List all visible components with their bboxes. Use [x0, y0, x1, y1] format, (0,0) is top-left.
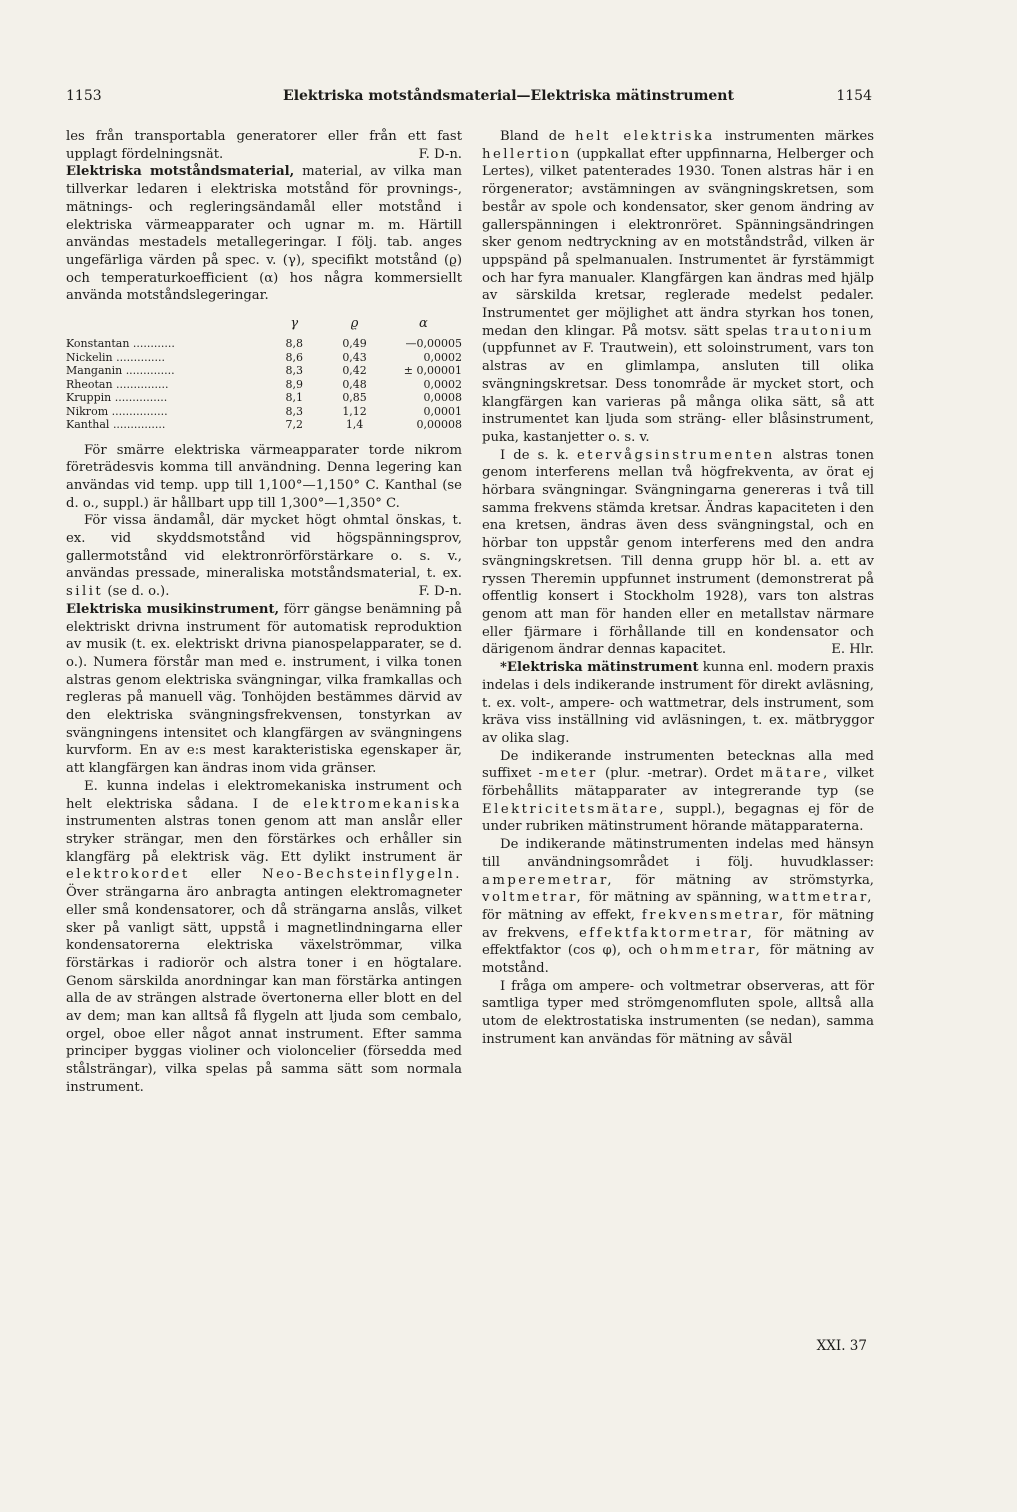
- paragraph: [482, 748, 874, 837]
- alloy-table: [66, 311, 462, 432]
- cell-alpha: 0,0008: [423, 391, 462, 405]
- page-header: [0, 88, 1017, 112]
- table-row: [66, 405, 462, 419]
- text: eller: [189, 867, 263, 883]
- text: alstras tonen genom interferens mellan två högfrekventa, av örat ej hörbara svängningar. Svängningarna genereras i två till samma frekvens stämda kretsar. Ändras kapaciteten i den ena kretsen, ändras även dess svängningstal, och en hörbar ton uppstår genom interferens med den andra svängningskretsen. Till denna grupp hör bl. a. ett av ryssen Theremin uppfunnet instrument (demonstrerat på offentlig konsert i Stockholm 1928), vars ton alstras genom att man för handen eller en metallstav närmare eller fjärmare i förhållande till en kondensator och därigenom ändrar dennas kapacitet.: [482, 447, 874, 658]
- cell-rho: 1,4: [345, 418, 364, 432]
- entry-body: förr gängse benämning på elektriskt drivna instrument för automatisk reproduktion av musik (t. ex. elektriskt drivna pianospelapparater, se d. o.). Numera förstår man med e. instrument, i vilka tonen alstras genom elektriska svängningar, vilka framkallas och regleras på manuell väg. Tonhöjden bestämmes därvid av den elektriska svängningsfrekvensen, tonstyrkan av svängningens intensitet och klangfärgen av svängningens kurvform. En av e:s mest karakteristiska egenskaper är, att klangfärgen kan ändras inom vida gränser.: [66, 601, 462, 777]
- page-number-left: 1153: [66, 88, 102, 104]
- table-row: [66, 378, 462, 392]
- page-number-right: 1154: [836, 88, 872, 104]
- cell-rho: 0,85: [342, 391, 367, 405]
- signature-mark: XXI. 37: [816, 1338, 867, 1354]
- cell-alpha: 0,0001: [423, 404, 462, 418]
- spaced-term: wattmetrar,: [767, 890, 874, 906]
- paragraph: [66, 778, 462, 1097]
- cell-alpha: ± 0,00001: [403, 364, 462, 378]
- cell-alpha: —0,00005: [405, 337, 462, 351]
- paragraph: [66, 128, 462, 163]
- text: instrumenten märkes: [714, 129, 874, 144]
- cell-gamma: 8,3: [285, 364, 303, 378]
- entry-heading: Elektriska musikinstrument,: [66, 601, 280, 617]
- text: E. kunna indelas i elektromekaniska instrument och helt elektriska sådana. I de: [66, 778, 462, 812]
- cell-rho: 0,49: [342, 337, 367, 351]
- spaced-term: voltmetrar,: [482, 890, 584, 906]
- running-title: Elektriska motståndsmaterial—Elektriska mätinstrument: [283, 88, 734, 104]
- text: (uppkallat efter uppfinnarna, Helberger och Lertes), vilket patenterades 1930. Tonen alstras här i en rörgenerator; avstämningen av svängningskretsen, som består av spole och kondensator, sker genom ändring av gallerspänningen i elektronröret. Spänningsändringen sker genom nedtryckning av en motståndstråd, vilken är uppspänd på spelmanualen. Instrumentet är fyrstämmigt och har fyra manualer. Klangfärgen kan ändras med hjälp av särskilda kretsar, reglerade medelst pedaler. Instrumentet ger möjlighet att ändra styrkan hos tonen, medan den klingar. På motsv. sätt spelas: [482, 146, 874, 339]
- paragraph: För smärre elektriska värmeapparater torde nikrom företrädesvis komma till användning. Denna legering kan användas vid temp. upp till 1,100°—1,150° C. Kanthal (se d. o., suppl.) är hållbart upp till 1,300°—1,350° C.: [66, 442, 462, 511]
- cell-gamma: 7,2: [285, 418, 303, 432]
- text: De indikerande mätinstrumenten indelas med hänsyn till användningsområdet i följ. huvudklasser:: [482, 837, 874, 870]
- text: För vissa ändamål, där mycket högt ohmtal önskas, t. ex. vid skyddsmotstånd vid högspänningsprov, gallermotstånd vid elektronrörförstärkare o. s. v., användas pressade, mineraliska motståndsmaterial, t. ex.: [66, 513, 462, 582]
- spaced-term: etervågsinstrumenten: [576, 447, 775, 463]
- alloy-name: Manganin ..............: [66, 364, 175, 378]
- spaced-term: silit: [66, 584, 104, 600]
- spaced-term: amperemetrar,: [482, 872, 615, 888]
- alloy-name: Kanthal ...............: [66, 418, 166, 432]
- table-header: α: [419, 316, 428, 332]
- cell-rho: 0,42: [342, 364, 367, 378]
- cell-alpha: 0,0002: [423, 350, 462, 364]
- right-column: [482, 128, 874, 1049]
- text: instrumenten alstras tonen genom att man anslår eller stryker strängar, men den förstärkes och erhåller sin klangfärg på elektrisk väg. Ett dylikt instrument är: [66, 814, 462, 865]
- table-header: [66, 311, 264, 337]
- entry-motstandsmaterial: [66, 163, 462, 305]
- text: för mätning av strömstyrka,: [614, 872, 874, 888]
- entry-heading: Elektriska motståndsmaterial,: [66, 164, 295, 180]
- left-column: [66, 128, 462, 1097]
- spaced-term: Neo-Bechsteinflygeln.: [262, 867, 462, 883]
- text: för mätning av spänning,: [583, 890, 768, 906]
- paragraph: [482, 836, 874, 978]
- text: (uppfunnet av F. Trautwein), ett soloinstrument, vars ton alstras av en glimlampa, ansluten till olika svängningskretsar. Dess tonområde är mycket stort, och klangfärgen kan varieras på många olika sätt, så att instrumentet kan ljuda som sträng- eller blåsinstrument, puka, kastanjetter o. s. v.: [482, 341, 874, 445]
- text: suppl.), begagnas ej för de under rubriken mätinstrument hörande mätapparaterna.: [482, 801, 874, 835]
- entry-heading: *Elektriska mätinstrument: [500, 660, 699, 676]
- text: (plur. -metrar). Ordet: [597, 766, 761, 782]
- paragraph: [482, 128, 874, 447]
- spaced-term: ohmmetrar,: [659, 943, 763, 959]
- cell-gamma: 8,9: [285, 377, 303, 391]
- entry-body: material, av vilka man tillverkar ledaren i elektriska motstånd för provnings-, mätnings- och regleringsändamål eller motstånd i elektriska värmeapparater och ugnar m. m. Härtill användas mestadels metallegeringar. I följ. tab. anges ungefärliga värden på spec. v. (γ), specifikt motstånd (ϱ) och temperaturkoefficient (α) hos några kommersiellt använda motståndslegeringar.: [66, 164, 462, 304]
- spaced-term: frekvensmetrar,: [641, 907, 786, 923]
- spaced-term: trautonium: [774, 323, 874, 339]
- alloy-name: Nikrom ................: [66, 404, 168, 418]
- spaced-term: effektfaktormetrar,: [579, 925, 755, 941]
- cell-rho: 0,48: [342, 377, 367, 391]
- entry-musikinstrument: [66, 601, 462, 778]
- text: Bland de: [500, 129, 576, 144]
- spaced-term: -meter: [538, 766, 598, 782]
- text: för mätning av motstånd.: [482, 943, 874, 977]
- spaced-term: mätare,: [760, 766, 830, 782]
- entry-matinstrument: [482, 659, 874, 748]
- cell-alpha: 0,0002: [423, 377, 462, 391]
- cell-rho: 1,12: [342, 404, 367, 418]
- paragraph: I fråga om ampere- och voltmetrar observeras, att för samtliga typer med strömgenomfluten spole, alltså alla utom de elektrostatiska instrumenten (se nedan), samma instrument kan användas för mätning av såväl: [482, 978, 874, 1047]
- entry-body: kunna enl. modern praxis indelas i dels indikerande instrument för direkt avläsning, t. ex. volt-, ampere- och wattmetrar, dels instrument, som kräva viss inställning vid avläsningen, t. ex. mätbryggor av olika slag.: [482, 660, 874, 746]
- spaced-term: elektromekaniska: [303, 796, 462, 812]
- table-row: [66, 364, 462, 378]
- spaced-term: helt elektriska: [575, 129, 715, 144]
- cell-alpha: 0,00008: [416, 418, 462, 432]
- author-signature: F. D-n.: [418, 584, 462, 600]
- text: Över strängarna äro anbragta antingen elektromagneter eller små kondensatorer, och då strängarna anslås, vilket sker på vanligt sätt, uppstå i magnetlindningarna eller kondensatorerna elektriska växelströmmar, vilka förstärkas i radiorör och alstra toner i en högtalare. Genom särskilda anordningar kan man förstärka antingen alla de av strängen alstrade övertonerna eller blott en del av dem; man kan alltså få flygeln att ljuda som cembalo, orgel, oboe eller något annat instrument. Efter samma principer byggas violiner och violoncelier (försedda med stålsträngar), vilka spelas på samma sätt som normala instrument.: [66, 885, 462, 1095]
- table-row: [66, 351, 462, 365]
- text: för mätning av frekvens,: [482, 907, 874, 941]
- text: för mätning av effektfaktor (cos φ), och: [482, 925, 875, 959]
- alloy-name: Nickelin ..............: [66, 350, 166, 364]
- spaced-term: hellertion: [482, 146, 572, 162]
- table-header: γ: [290, 316, 299, 332]
- spaced-term: elektrokordet: [66, 867, 190, 883]
- text: vilket förbehållits mätapparater av integrerande typ (se: [482, 766, 874, 800]
- cell-gamma: 8,8: [285, 337, 303, 351]
- table-row: [66, 391, 462, 405]
- table-header-row: [66, 311, 462, 337]
- alloy-name: Konstantan ............: [66, 337, 175, 351]
- author-signature: E. Hlr.: [831, 642, 874, 658]
- alloy-name: Rheotan ...............: [66, 377, 169, 391]
- text: De indikerande instrumenten betecknas alla med suffixet: [482, 748, 874, 782]
- paragraph: [482, 447, 874, 659]
- text: les från transportabla generatorer eller från ett fast upplagt fördelningsnät.: [66, 129, 462, 162]
- author-signature: F. D-n.: [418, 146, 462, 162]
- cell-gamma: 8,6: [285, 350, 303, 364]
- spaced-term: Elektricitetsmätare,: [482, 801, 667, 817]
- table-row: [66, 337, 462, 351]
- paragraph: [66, 512, 462, 601]
- alloy-name: Kruppin ...............: [66, 391, 168, 405]
- table-row: [66, 418, 462, 432]
- table-header: ϱ: [350, 316, 359, 332]
- text: (se d. o.).: [103, 584, 170, 600]
- cell-rho: 0,43: [342, 350, 367, 364]
- text: I de s. k.: [500, 447, 577, 463]
- cell-gamma: 8,1: [285, 391, 303, 405]
- cell-gamma: 8,3: [285, 404, 303, 418]
- text: för mätning av effekt,: [482, 907, 642, 923]
